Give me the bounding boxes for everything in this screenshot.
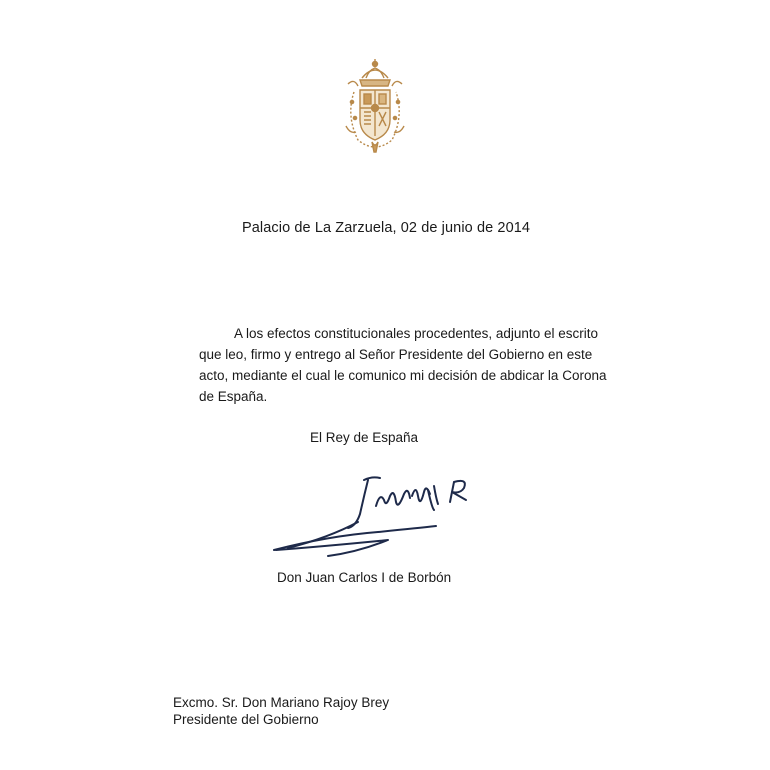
letter-body (199, 323, 607, 407)
handwritten-signature (268, 466, 490, 566)
body-line: que leo, firmo y entrego al Señor Presidente del Gobierno en este (199, 347, 593, 362)
recipient-block (173, 694, 389, 728)
place-and-date: Palacio de La Zarzuela, 02 de junio de 2014 (242, 220, 531, 236)
body-line: A los efectos constitucionales procedentes, adjunto el escrito (234, 326, 598, 341)
recipient-title: Presidente del Gobierno (173, 712, 319, 727)
body-line: de España. (199, 389, 268, 404)
body-line: acto, mediante el cual le comunico mi decisión de abdicar la Corona (199, 368, 607, 383)
recipient-name: Excmo. Sr. Don Mariano Rajoy Brey (173, 695, 390, 710)
royal-coat-of-arms-icon (336, 56, 414, 160)
closing-title: El Rey de España (310, 430, 419, 445)
signer-name: Don Juan Carlos I de Borbón (277, 570, 452, 585)
